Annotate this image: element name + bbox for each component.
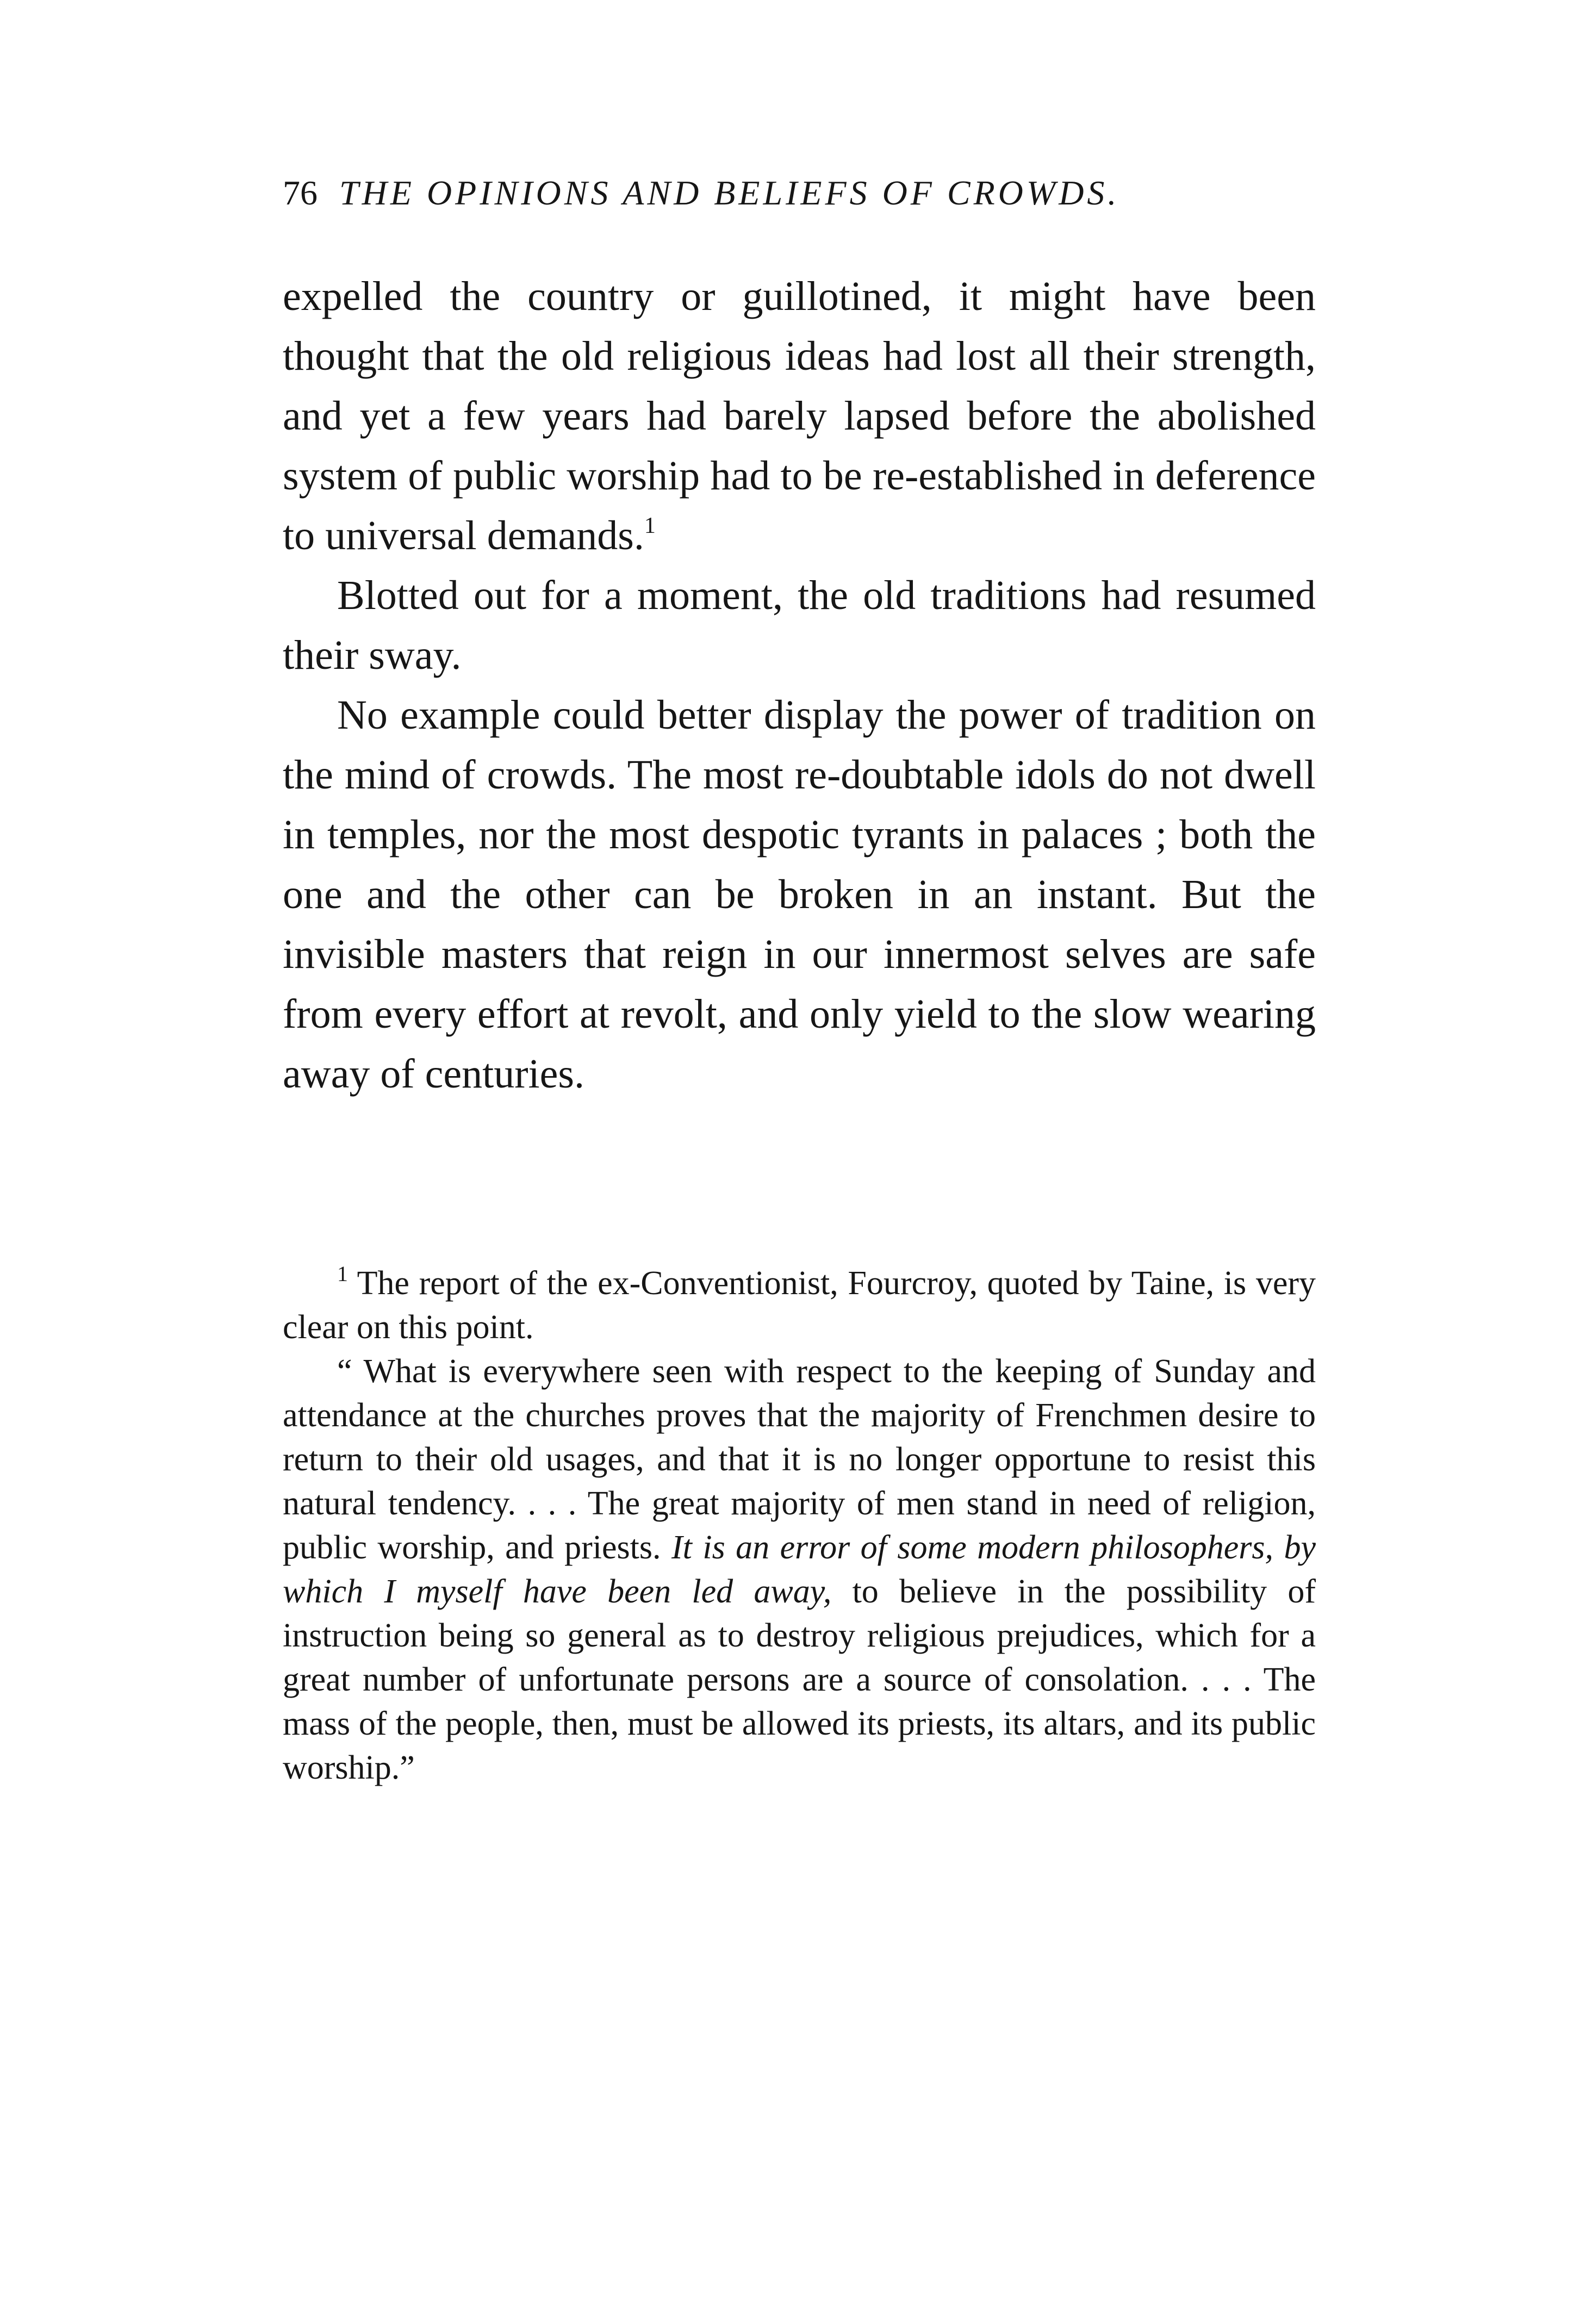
body-text bbox=[283, 266, 1316, 1104]
footnote-intro-text: The report of the ex-Conventionist, Fourcroy, quoted by Taine, is very clear on this point. bbox=[283, 1265, 1316, 1346]
running-title: THE OPINIONS AND BELIEFS OF CROWDS. bbox=[339, 173, 1120, 212]
running-head bbox=[283, 173, 1316, 233]
footnote-quote-italic: It is an error of some modern philosophers, by which I myself have been led away, bbox=[283, 1529, 1316, 1610]
paragraph: No example could better display the power of tradition on the mind of crowds. The most re-doubtable idols do not dwell in temples, nor the most despotic tyrants in palaces ; both the one and the other can be broken in an instant. But the invisible masters that reign in our innermost selves are safe from every effort at revolt, and only yield to the slow wearing away of centuries. bbox=[283, 692, 1316, 1097]
footnote-marker: 1 bbox=[337, 1262, 348, 1286]
footnote-quote bbox=[283, 1350, 1316, 1790]
paragraph: Blotted out for a moment, the old traditions had resumed their sway. bbox=[283, 573, 1316, 678]
page-number: 76 bbox=[283, 173, 318, 212]
footnote-quote-text: “ What is everywhere seen with respect to the keeping of Sunday and attendance at the churches proves that the majority of Frenchmen desire to return to their old usages, and that it is no longer opportune to resist this natural tendency. . . . The great majority of men stand in need of religion, public worship, and priests. bbox=[283, 1353, 1316, 1566]
paragraph-continued bbox=[283, 266, 1316, 566]
footnote-quote-text: to believe in the possibility of instruction being so general as to destroy religious prejudices, which for a great number of unfortunate persons are a source of consolation. . . . The mass of the people, then, must be allowed its priests, its altars, and its public worship.” bbox=[283, 1573, 1316, 1786]
footnote-intro bbox=[283, 1262, 1316, 1350]
paragraph-continued-text: expelled the country or guillotined, it might have been thought that the old religious ideas had lost all their strength, and yet a few years had barely lapsed before the abolished system of public worship had to be re-established in deference to universal demands. bbox=[283, 274, 1316, 558]
footnote-reference: 1 bbox=[644, 513, 656, 538]
footnote-block bbox=[283, 1262, 1316, 1790]
